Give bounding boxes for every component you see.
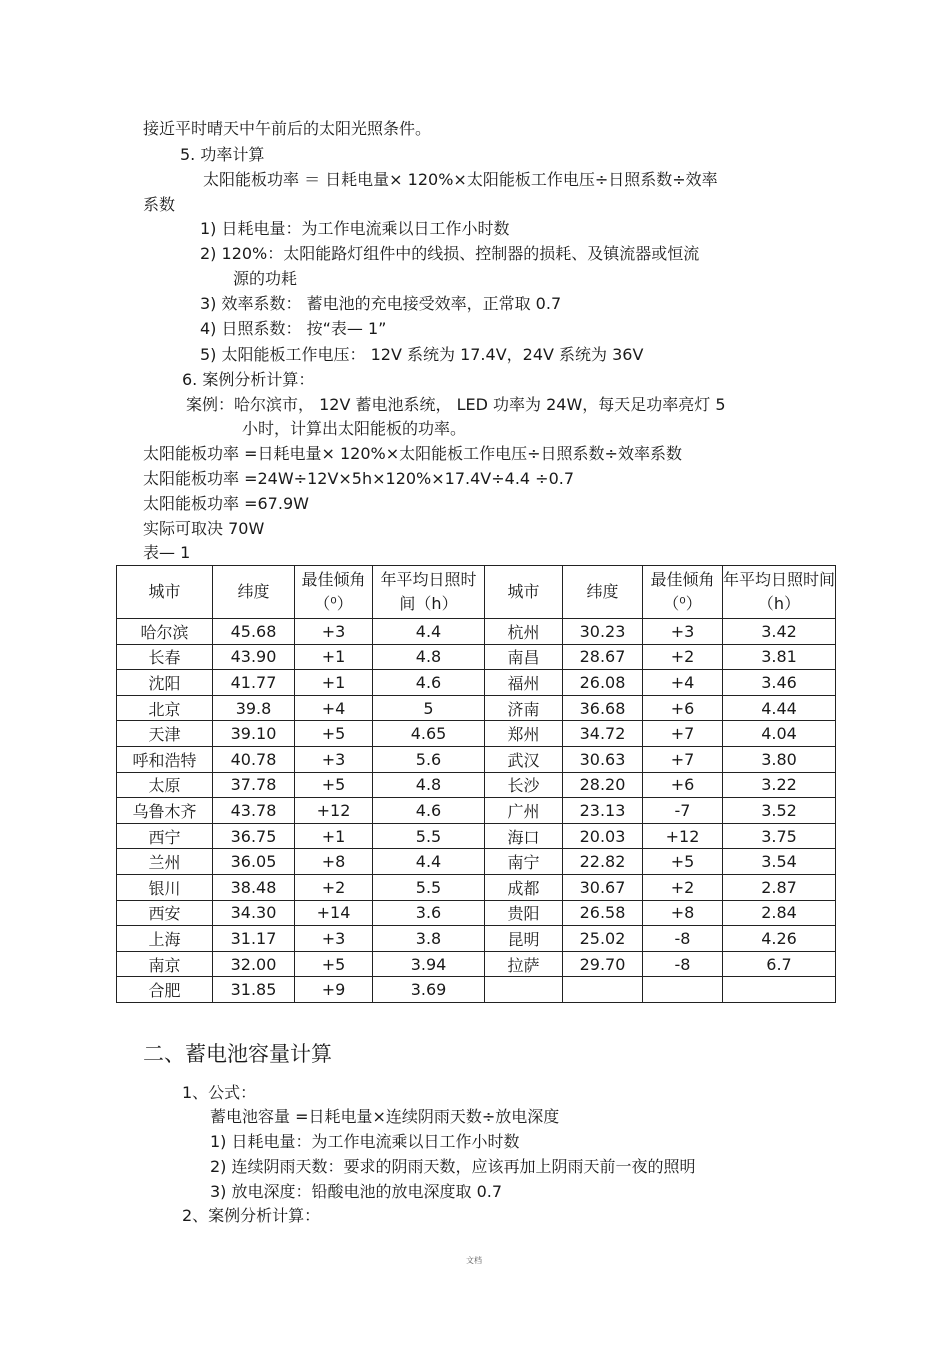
cell-latitude: 28.20: [563, 772, 643, 798]
table-row: [117, 926, 836, 952]
page-footer: 文档: [466, 1256, 482, 1265]
cell-latitude: 37.78: [213, 772, 295, 798]
cell-tilt: +9: [295, 977, 373, 1003]
table-header-row: [117, 566, 836, 619]
cell-latitude: 22.82: [563, 849, 643, 875]
cell-tilt: +2: [295, 874, 373, 900]
header-latitude: 纬度: [563, 566, 643, 619]
table-row: [117, 644, 836, 670]
text-line: 接近平时晴天中午前后的太阳光照条件。: [143, 119, 432, 138]
cell-tilt: +8: [643, 900, 723, 926]
cell-tilt: +7: [643, 721, 723, 747]
cell-tilt: +14: [295, 900, 373, 926]
cell-sunshine: 5.5: [373, 823, 485, 849]
header-sunshine: 年平均日照时间（h）: [723, 566, 836, 619]
cell-tilt: -8: [643, 926, 723, 952]
section-heading-power-calc: 5. 功率计算: [180, 145, 265, 164]
header-tilt: 最佳倾角（⁰）: [295, 566, 373, 619]
cell-tilt: +6: [643, 695, 723, 721]
cell-latitude: 20.03: [563, 823, 643, 849]
cell-tilt: +12: [295, 798, 373, 824]
cell-city: 上海: [117, 926, 213, 952]
cell-city: 昆明: [485, 926, 563, 952]
cell-tilt: +1: [295, 644, 373, 670]
cell-city: 合肥: [117, 977, 213, 1003]
list-item: 2) 120%：太阳能路灯组件中的线损、控制器的损耗、及镇流器或恒流: [200, 244, 700, 263]
cell-city: 贵阳: [485, 900, 563, 926]
cell-sunshine: [723, 977, 836, 1003]
cell-tilt: [643, 977, 723, 1003]
cell-latitude: [563, 977, 643, 1003]
cell-latitude: 28.67: [563, 644, 643, 670]
text-line: 系数: [143, 195, 176, 214]
cell-city: 西安: [117, 900, 213, 926]
cell-latitude: 38.48: [213, 874, 295, 900]
list-item: 3) 放电深度：铅酸电池的放电深度取 0.7: [210, 1182, 503, 1201]
cell-sunshine: 6.7: [723, 951, 836, 977]
cell-tilt: +1: [295, 670, 373, 696]
list-item: 2) 连续阴雨天数：要求的阴雨天数，应该再加上阴雨天前一夜的照明: [210, 1157, 696, 1176]
cell-tilt: +5: [295, 951, 373, 977]
table-row: [117, 695, 836, 721]
table-row: [117, 772, 836, 798]
table-row: [117, 874, 836, 900]
cell-sunshine: 4.6: [373, 670, 485, 696]
subheading-case: 2、案例分析计算：: [182, 1206, 321, 1225]
table-row: [117, 849, 836, 875]
cell-sunshine: 4.8: [373, 644, 485, 670]
list-item-continuation: 源的功耗: [233, 269, 298, 288]
cell-tilt: +4: [643, 670, 723, 696]
cell-latitude: 30.67: [563, 874, 643, 900]
table-row: [117, 823, 836, 849]
table-row: [117, 746, 836, 772]
header-latitude: 纬度: [213, 566, 295, 619]
cell-sunshine: 4.4: [373, 619, 485, 645]
cell-sunshine: 3.75: [723, 823, 836, 849]
cell-tilt: +5: [295, 721, 373, 747]
cell-latitude: 31.17: [213, 926, 295, 952]
cell-tilt: +2: [643, 874, 723, 900]
cell-sunshine: 4.04: [723, 721, 836, 747]
cell-sunshine: 2.84: [723, 900, 836, 926]
cell-latitude: 32.00: [213, 951, 295, 977]
cell-sunshine: 3.8: [373, 926, 485, 952]
cell-city: 乌鲁木齐: [117, 798, 213, 824]
cell-city: 杭州: [485, 619, 563, 645]
cell-city: 沈阳: [117, 670, 213, 696]
table-row: [117, 977, 836, 1003]
cell-latitude: 30.23: [563, 619, 643, 645]
cell-tilt: -7: [643, 798, 723, 824]
cell-sunshine: 3.81: [723, 644, 836, 670]
cell-tilt: +12: [643, 823, 723, 849]
case-text: 案例：哈尔滨市， 12V 蓄电池系统， LED 功率为 24W，每天足功率亮灯 5: [186, 395, 726, 414]
cell-sunshine: 4.6: [373, 798, 485, 824]
header-tilt: 最佳倾角（⁰）: [643, 566, 723, 619]
cell-sunshine: 3.42: [723, 619, 836, 645]
cell-city: [485, 977, 563, 1003]
table-row: [117, 951, 836, 977]
cell-city: 南宁: [485, 849, 563, 875]
cell-latitude: 41.77: [213, 670, 295, 696]
cell-latitude: 34.30: [213, 900, 295, 926]
list-item: 3) 效率系数： 蓄电池的充电接受效率，正常取 0.7: [200, 294, 562, 313]
cell-latitude: 36.05: [213, 849, 295, 875]
cell-city: 福州: [485, 670, 563, 696]
cell-tilt: +3: [643, 619, 723, 645]
case-text-continuation: 小时，计算出太阳能板的功率。: [242, 419, 467, 438]
header-city: 城市: [117, 566, 213, 619]
cell-sunshine: 5.5: [373, 874, 485, 900]
sunshine-table: [116, 565, 836, 1003]
formula-line: 蓄电池容量 =日耗电量×连续阴雨天数÷放电深度: [210, 1107, 560, 1126]
calc-result: 实际可取决 70W: [143, 519, 265, 538]
cell-sunshine: 4.65: [373, 721, 485, 747]
cell-tilt: +5: [643, 849, 723, 875]
cell-latitude: 43.78: [213, 798, 295, 824]
cell-sunshine: 3.80: [723, 746, 836, 772]
cell-city: 成都: [485, 874, 563, 900]
table-row: [117, 798, 836, 824]
cell-city: 南京: [117, 951, 213, 977]
header-sunshine: 年平均日照时间（h）: [373, 566, 485, 619]
cell-latitude: 25.02: [563, 926, 643, 952]
list-item: 4) 日照系数： 按“表— 1”: [200, 319, 387, 338]
cell-sunshine: 4.4: [373, 849, 485, 875]
cell-city: 太原: [117, 772, 213, 798]
cell-sunshine: 4.44: [723, 695, 836, 721]
cell-city: 广州: [485, 798, 563, 824]
cell-city: 南昌: [485, 644, 563, 670]
cell-tilt: -8: [643, 951, 723, 977]
section-heading-case: 6. 案例分析计算：: [182, 370, 315, 389]
cell-city: 拉萨: [485, 951, 563, 977]
cell-city: 郑州: [485, 721, 563, 747]
cell-latitude: 43.90: [213, 644, 295, 670]
cell-latitude: 39.10: [213, 721, 295, 747]
calc-line: 太阳能板功率 =67.9W: [143, 494, 309, 513]
cell-tilt: +8: [295, 849, 373, 875]
cell-city: 天津: [117, 721, 213, 747]
calc-line: 太阳能板功率 =24W÷12V×5h×120%×17.4V÷4.4 ÷0.7: [143, 469, 575, 488]
formula-line: 太阳能板功率 ＝ 日耗电量× 120%×太阳能板工作电压÷日照系数÷效率: [203, 170, 718, 189]
subheading-formula: 1、公式：: [182, 1083, 257, 1102]
cell-sunshine: 5.6: [373, 746, 485, 772]
cell-sunshine: 3.54: [723, 849, 836, 875]
cell-city: 海口: [485, 823, 563, 849]
cell-tilt: +2: [643, 644, 723, 670]
cell-latitude: 36.75: [213, 823, 295, 849]
cell-latitude: 26.08: [563, 670, 643, 696]
cell-latitude: 31.85: [213, 977, 295, 1003]
cell-sunshine: 4.26: [723, 926, 836, 952]
cell-city: 兰州: [117, 849, 213, 875]
list-item: 5) 太阳能板工作电压： 12V 系统为 17.4V，24V 系统为 36V: [200, 345, 644, 364]
header-city: 城市: [485, 566, 563, 619]
cell-tilt: +3: [295, 926, 373, 952]
cell-tilt: +5: [295, 772, 373, 798]
cell-latitude: 23.13: [563, 798, 643, 824]
cell-sunshine: 3.22: [723, 772, 836, 798]
cell-city: 西宁: [117, 823, 213, 849]
cell-sunshine: 2.87: [723, 874, 836, 900]
cell-city: 长春: [117, 644, 213, 670]
cell-latitude: 26.58: [563, 900, 643, 926]
cell-sunshine: 3.6: [373, 900, 485, 926]
cell-tilt: +3: [295, 746, 373, 772]
cell-latitude: 34.72: [563, 721, 643, 747]
table-row: [117, 721, 836, 747]
cell-sunshine: 3.69: [373, 977, 485, 1003]
cell-city: 银川: [117, 874, 213, 900]
table-caption: 表— 1: [143, 543, 191, 562]
cell-sunshine: 4.8: [373, 772, 485, 798]
cell-latitude: 29.70: [563, 951, 643, 977]
table-row: [117, 670, 836, 696]
cell-latitude: 36.68: [563, 695, 643, 721]
cell-latitude: 45.68: [213, 619, 295, 645]
cell-city: 长沙: [485, 772, 563, 798]
cell-city: 呼和浩特: [117, 746, 213, 772]
cell-sunshine: 5: [373, 695, 485, 721]
list-item: 1) 日耗电量：为工作电流乘以日工作小时数: [210, 1132, 520, 1151]
cell-tilt: +4: [295, 695, 373, 721]
cell-tilt: +7: [643, 746, 723, 772]
cell-city: 哈尔滨: [117, 619, 213, 645]
table-row: [117, 900, 836, 926]
cell-latitude: 40.78: [213, 746, 295, 772]
cell-tilt: +6: [643, 772, 723, 798]
cell-latitude: 39.8: [213, 695, 295, 721]
cell-city: 武汉: [485, 746, 563, 772]
cell-tilt: +3: [295, 619, 373, 645]
cell-latitude: 30.63: [563, 746, 643, 772]
cell-city: 北京: [117, 695, 213, 721]
section-heading-battery: 二、蓄电池容量计算: [143, 1042, 332, 1066]
cell-sunshine: 3.46: [723, 670, 836, 696]
cell-tilt: +1: [295, 823, 373, 849]
calc-line: 太阳能板功率 =日耗电量× 120%×太阳能板工作电压÷日照系数÷效率系数: [143, 444, 682, 463]
list-item: 1) 日耗电量：为工作电流乘以日工作小时数: [200, 219, 510, 238]
cell-city: 济南: [485, 695, 563, 721]
table-row: [117, 619, 836, 645]
cell-sunshine: 3.94: [373, 951, 485, 977]
cell-sunshine: 3.52: [723, 798, 836, 824]
